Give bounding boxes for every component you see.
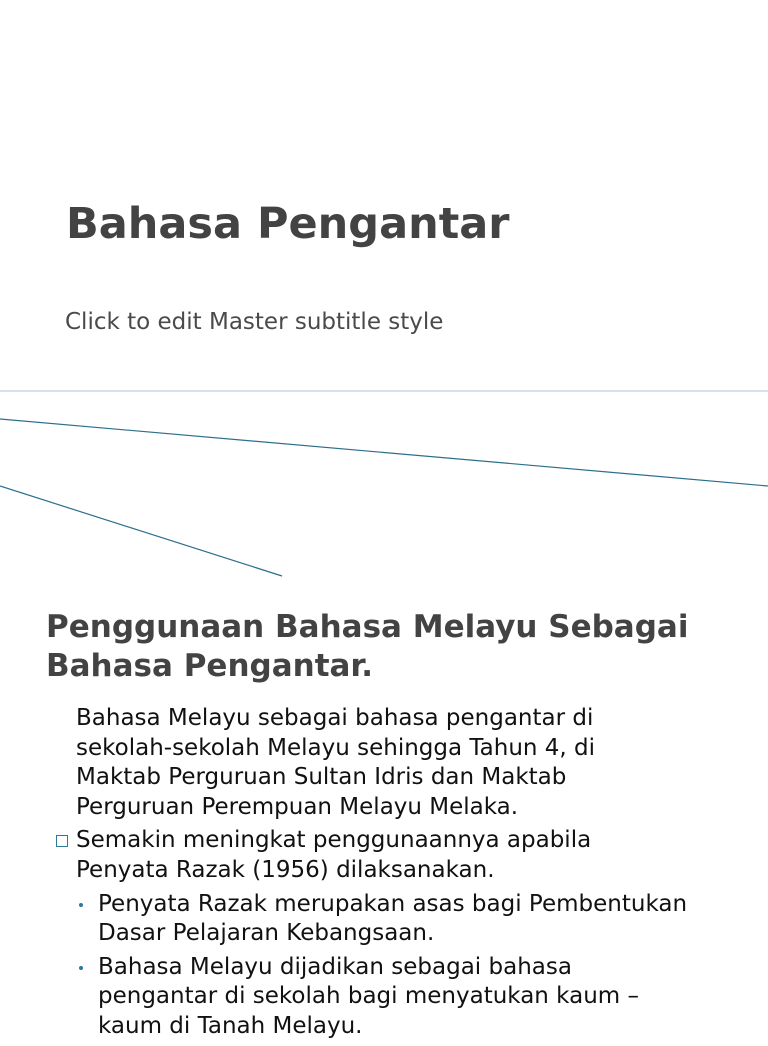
list-item bbox=[0, 704, 666, 822]
list-item-text: Bahasa Melayu sebagai bahasa pengantar di sekolah-sekolah Melayu sehingga Tahun 4, di Maktab Perguruan Sultan Idris dan Maktab Perguruan Perempuan Melayu Melaka. bbox=[76, 705, 596, 820]
list-item bbox=[0, 826, 666, 885]
square-bullet-icon bbox=[56, 835, 68, 847]
slide-subtitle: Click to edit Master subtitle style bbox=[65, 309, 444, 335]
dot-bullet-icon bbox=[79, 966, 83, 970]
slide-heading: Penggunaan Bahasa Melayu Sebagai Bahasa Pengantar. bbox=[46, 609, 689, 684]
list-item-text: Semakin meningkat penggunaannya apabila Penyata Razak (1956) dilaksanakan. bbox=[76, 827, 592, 883]
content-slide bbox=[0, 576, 768, 1039]
slide-title: Bahasa Pengantar bbox=[66, 199, 510, 249]
dot-bullet-icon bbox=[79, 903, 83, 907]
list-item bbox=[0, 953, 698, 1042]
swoosh-line-upper bbox=[0, 419, 768, 486]
list-item bbox=[0, 890, 698, 949]
swoosh-line-lower bbox=[0, 486, 282, 576]
list-item-text: Penyata Razak merupakan asas bagi Pembentukan Dasar Pelajaran Kebangsaan. bbox=[98, 890, 688, 947]
bullet-list bbox=[0, 704, 768, 1046]
decorative-lines bbox=[0, 380, 768, 576]
list-item-text: Bahasa Melayu dijadikan sebagai bahasa pengantar di sekolah bagi menyatukan kaum – kaum di Tanah Melayu. bbox=[98, 953, 639, 1039]
